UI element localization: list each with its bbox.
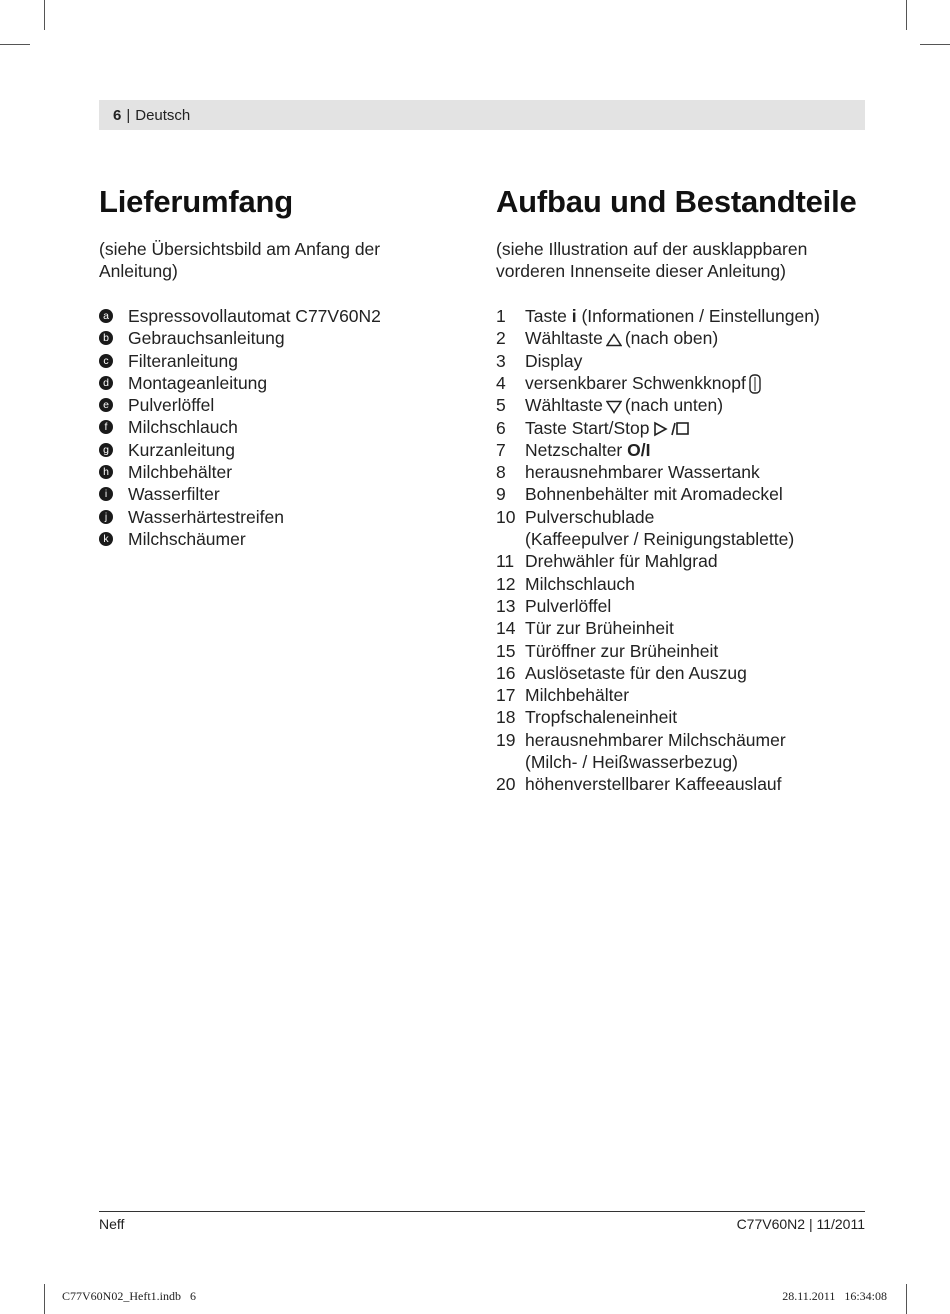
list-item xyxy=(99,305,459,327)
item-label-suffix: (Informationen / Einstellungen) xyxy=(576,306,820,326)
item-label: Wähltaste xyxy=(525,328,603,349)
item-number: 12 xyxy=(496,573,516,594)
item-label: Milchschlauch xyxy=(525,573,635,594)
item-label: Auslösetaste für den Auszug xyxy=(525,662,747,683)
letter-badge: h xyxy=(99,465,113,479)
list-item xyxy=(496,506,876,528)
item-label: höhenverstellbarer Kaffeeauslauf xyxy=(525,774,782,795)
list-item xyxy=(99,416,459,438)
section-intro: (siehe Illustration auf der ausklappbaren vorderen Innenseite dieser Anleitung) xyxy=(496,239,808,281)
item-text: Montageanleitung xyxy=(128,372,268,393)
list-item xyxy=(496,595,876,617)
item-label: Milchbehälter xyxy=(525,685,630,706)
scope-of-delivery-section xyxy=(99,182,459,550)
list-item xyxy=(496,640,876,662)
item-text xyxy=(525,706,876,728)
item-label: Taste xyxy=(525,306,572,326)
list-item xyxy=(99,528,459,550)
section-title: Lieferumfang xyxy=(99,184,293,219)
letter-badge: f xyxy=(99,420,113,434)
item-label: herausnehmbarer Milchschäumer xyxy=(525,729,786,750)
item-number: 10 xyxy=(496,506,516,527)
item-text xyxy=(525,573,876,595)
item-text: Milchbehälter xyxy=(128,462,233,483)
triangle-up-icon xyxy=(606,333,622,347)
item-text-continued: (Milch- / Heißwasserbezug) xyxy=(525,752,738,773)
item-number: 14 xyxy=(496,618,516,639)
letter-badge: b xyxy=(99,331,113,345)
item-text-continued: (Kaffeepulver / Reinigungstablette) xyxy=(525,529,795,550)
crop-mark xyxy=(44,1284,45,1314)
item-text xyxy=(525,350,876,372)
item-text xyxy=(525,550,876,572)
list-item xyxy=(99,461,459,483)
section-title: Aufbau und Bestandteile xyxy=(496,184,857,219)
components-list xyxy=(496,305,876,796)
item-number: 18 xyxy=(496,707,516,728)
list-item xyxy=(496,751,876,773)
item-number: 4 xyxy=(496,372,506,393)
list-item xyxy=(496,573,876,595)
item-text xyxy=(525,394,876,416)
item-label: Türöffner zur Brüheinheit xyxy=(525,640,719,661)
crop-mark xyxy=(906,1284,907,1314)
letter-badge: g xyxy=(99,443,113,457)
item-text xyxy=(525,773,876,795)
crop-mark xyxy=(0,44,30,45)
crop-mark xyxy=(44,0,45,30)
list-item xyxy=(496,729,876,751)
item-number: 16 xyxy=(496,662,516,683)
item-text: Milchschäumer xyxy=(128,528,246,549)
footer-rule xyxy=(99,1211,865,1212)
item-text xyxy=(525,506,876,528)
list-item xyxy=(99,327,459,349)
item-label: Bohnenbehälter mit Aromadeckel xyxy=(525,484,783,505)
letter-badge: d xyxy=(99,376,113,390)
letter-badge: a xyxy=(99,309,113,323)
letter-badge: k xyxy=(99,532,113,546)
item-text: Filteranleitung xyxy=(128,350,238,371)
item-text: Wasserhärtestreifen xyxy=(128,506,284,527)
item-text: Wasserfilter xyxy=(128,484,220,505)
item-label: Netzschalter xyxy=(525,439,628,460)
item-number: 6 xyxy=(496,417,506,438)
letter-badge: e xyxy=(99,398,113,412)
item-number: 7 xyxy=(496,439,506,460)
item-number: 15 xyxy=(496,640,516,661)
item-label-suffix: (nach oben) xyxy=(624,328,719,349)
item-text: Gebrauchsanleitung xyxy=(128,328,285,349)
footer-model-date: C77V60N2 | 11/2011 xyxy=(736,1216,865,1232)
page-header xyxy=(99,100,865,130)
item-text xyxy=(525,305,876,327)
item-text: Milchschlauch xyxy=(128,417,238,438)
list-item xyxy=(496,350,876,372)
item-label: Pulverlöffel xyxy=(525,595,612,616)
item-number: 2 xyxy=(496,328,506,349)
list-item xyxy=(496,461,876,483)
item-number: 3 xyxy=(496,350,506,371)
item-label: Tür zur Brüheinheit xyxy=(525,618,674,639)
item-key-label: O/I xyxy=(627,439,651,460)
item-label: Display xyxy=(525,350,583,371)
list-item xyxy=(496,617,876,639)
delivery-list xyxy=(99,305,459,550)
item-label: Pulverschublade xyxy=(525,506,655,527)
item-text xyxy=(525,729,876,751)
rotary-knob-icon xyxy=(749,374,761,394)
list-item xyxy=(496,327,876,349)
item-text: Pulverlöffel xyxy=(128,395,215,416)
item-label: Taste Start/Stop xyxy=(525,417,650,438)
header-language: Deutsch xyxy=(135,106,191,124)
list-item xyxy=(99,350,459,372)
item-text xyxy=(525,461,876,483)
item-text xyxy=(525,439,876,461)
item-number: 11 xyxy=(496,551,515,572)
list-item xyxy=(496,417,876,439)
start-stop-icon xyxy=(653,421,689,437)
item-text xyxy=(525,417,876,439)
item-text xyxy=(525,483,876,505)
item-label: versenkbarer Schwenkknopf xyxy=(525,372,746,393)
crop-mark xyxy=(920,44,950,45)
item-number: 9 xyxy=(496,484,506,505)
item-number: 19 xyxy=(496,729,516,750)
item-number: 5 xyxy=(496,395,506,416)
item-text xyxy=(525,684,876,706)
item-number: 13 xyxy=(496,595,516,616)
item-number: 8 xyxy=(496,462,506,483)
item-number: 20 xyxy=(496,774,516,795)
list-item xyxy=(99,372,459,394)
item-label: Drehwähler für Mahlgrad xyxy=(525,551,718,572)
list-item xyxy=(496,394,876,416)
item-text xyxy=(525,662,876,684)
triangle-down-icon xyxy=(606,400,622,414)
letter-badge: i xyxy=(99,487,113,501)
list-item xyxy=(496,684,876,706)
list-item xyxy=(99,439,459,461)
header-separator: | xyxy=(126,106,131,124)
item-label: Wähltaste xyxy=(525,395,603,416)
item-text xyxy=(525,372,876,394)
list-item xyxy=(496,662,876,684)
list-item xyxy=(99,394,459,416)
item-text xyxy=(525,595,876,617)
components-section xyxy=(496,182,876,796)
letter-badge: c xyxy=(99,354,113,368)
item-text xyxy=(525,640,876,662)
item-number: 1 xyxy=(496,306,506,326)
section-intro: (siehe Übersichtsbild am Anfang der Anleitung) xyxy=(99,239,381,281)
item-text: Espressovollautomat C77V60N2 xyxy=(128,306,381,326)
list-item xyxy=(99,483,459,505)
print-slug-file: C77V60N02_Heft1.indb 6 xyxy=(62,1289,196,1303)
item-text xyxy=(525,617,876,639)
item-text xyxy=(525,327,876,349)
print-slug-timestamp: 28.11.2011 16:34:08 xyxy=(782,1289,887,1303)
list-item xyxy=(496,483,876,505)
list-item xyxy=(496,773,876,795)
list-item xyxy=(496,550,876,572)
list-item xyxy=(99,506,459,528)
item-number: 17 xyxy=(496,685,516,706)
list-item xyxy=(496,528,876,550)
footer-brand: Neff xyxy=(99,1216,125,1232)
list-item xyxy=(496,706,876,728)
item-label: herausnehmbarer Wassertank xyxy=(525,462,760,483)
item-label: Tropfschaleneinheit xyxy=(525,707,678,728)
list-item xyxy=(496,372,876,394)
crop-mark xyxy=(906,0,907,30)
page-number: 6 xyxy=(113,106,122,124)
list-item xyxy=(496,305,876,327)
item-label-suffix: (nach unten) xyxy=(624,395,724,416)
item-text: Kurzanleitung xyxy=(128,439,236,460)
list-item xyxy=(496,439,876,461)
letter-badge: j xyxy=(99,510,113,524)
item-key-label: i xyxy=(571,306,577,326)
